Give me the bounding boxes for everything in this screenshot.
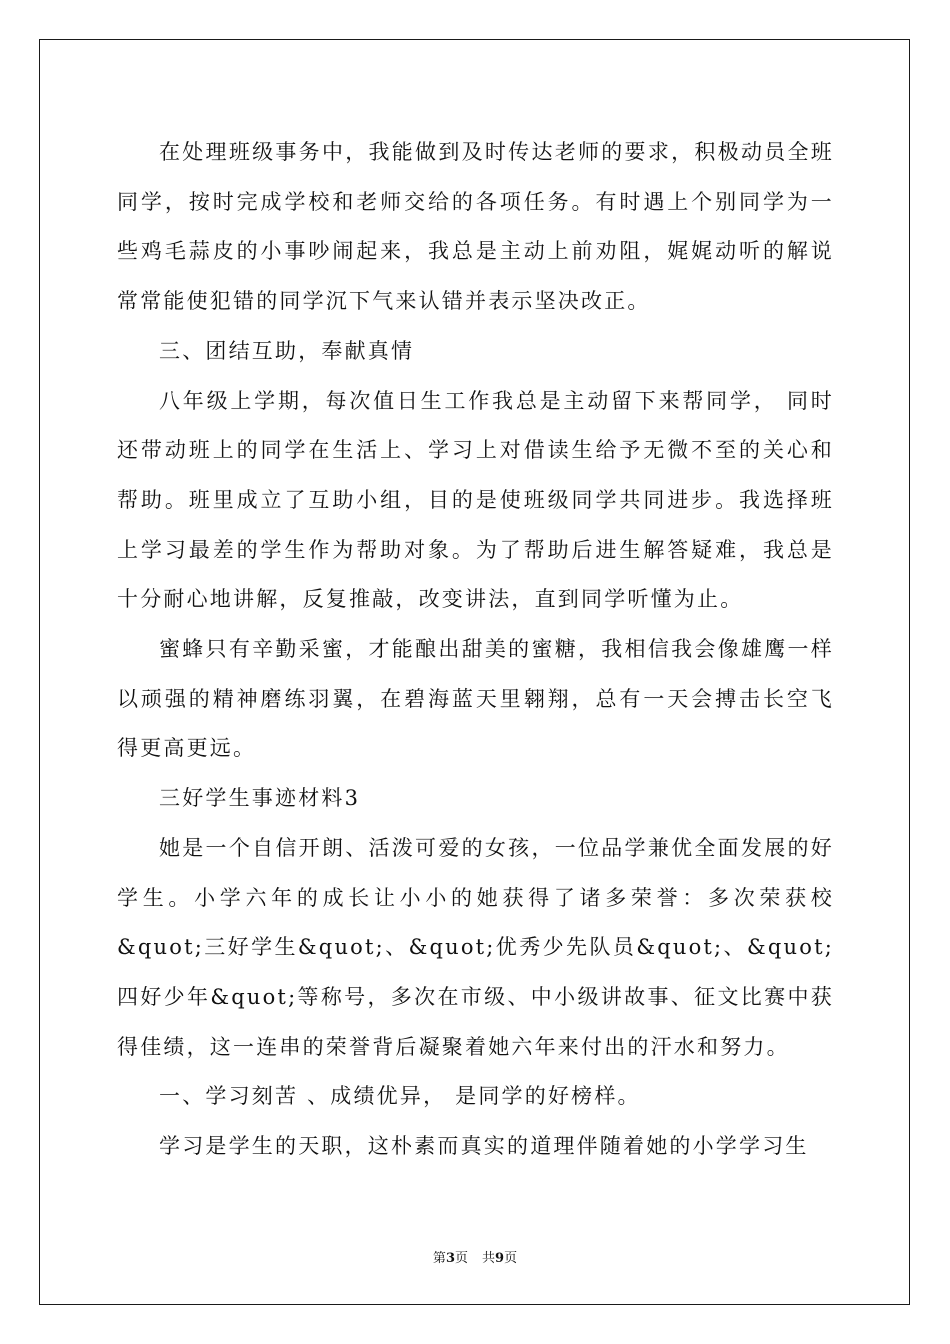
paragraph: 她是一个自信开朗、活泼可爱的女孩，一位品学兼优全面发展的好学生。小学六年的成长让小小的她获得了诸多荣誉：多次荣获校&quot;三好学生&quot;、&quot;优秀少先队员&quot;、&quot;四好少年&quot;等称号，多次在市级、中小级讲故事、征文比赛中获得佳绩，这一连串的荣誉背后凝聚着她六年来付出的汗水和努力。 — [117, 835, 834, 1059]
document-body — [117, 128, 834, 1172]
total-prefix: 共 — [482, 1251, 496, 1266]
current-page-number: 3 — [445, 1251, 455, 1266]
paragraph: 蜜蜂只有辛勤采蜜，才能酿出甜美的蜜糖，我相信我会像雄鹰一样以顽强的精神磨练羽翼，在碧海蓝天里翱翔，总有一天会搏击长空飞得更高更远。 — [117, 637, 834, 761]
page-footer — [0, 1247, 950, 1266]
section-title: 三好学生事迹材料3 — [159, 786, 361, 811]
section-heading: 三、团结互助，奉献真情 — [159, 338, 415, 363]
total-unit: 页 — [504, 1251, 518, 1266]
page-prefix: 第 — [432, 1251, 446, 1266]
page-unit: 页 — [454, 1251, 468, 1266]
paragraph: 学习是学生的天职，这朴素而真实的道理伴随着她的小学学习生 — [159, 1134, 809, 1159]
paragraph: 在处理班级事务中，我能做到及时传达老师的要求，积极动员全班同学，按时完成学校和老师交给的各项任务。有时遇上个别同学为一些鸡毛蒜皮的小事吵闹起来，我总是主动上前劝阻，娓娓动听的解说常常能使犯错的同学沉下气来认错并表示坚决改正。 — [117, 140, 834, 314]
paragraph: 八年级上学期，每次值日生工作我总是主动留下来帮同学， 同时还带动班上的同学在生活上、学习上对借读生给予无微不至的关心和帮助。班里成立了互助小组，目的是使班级同学共同进步。我选择班上学习最差的学生作为帮助对象。为了帮助后进生解答疑难，我总是十分耐心地讲解，反复推敲，改变讲法，直到同学听懂为止。 — [117, 388, 834, 612]
total-pages-number: 9 — [495, 1251, 505, 1266]
section-heading: 一、学习刻苦 、成绩优异， 是同学的好榜样。 — [159, 1084, 641, 1109]
